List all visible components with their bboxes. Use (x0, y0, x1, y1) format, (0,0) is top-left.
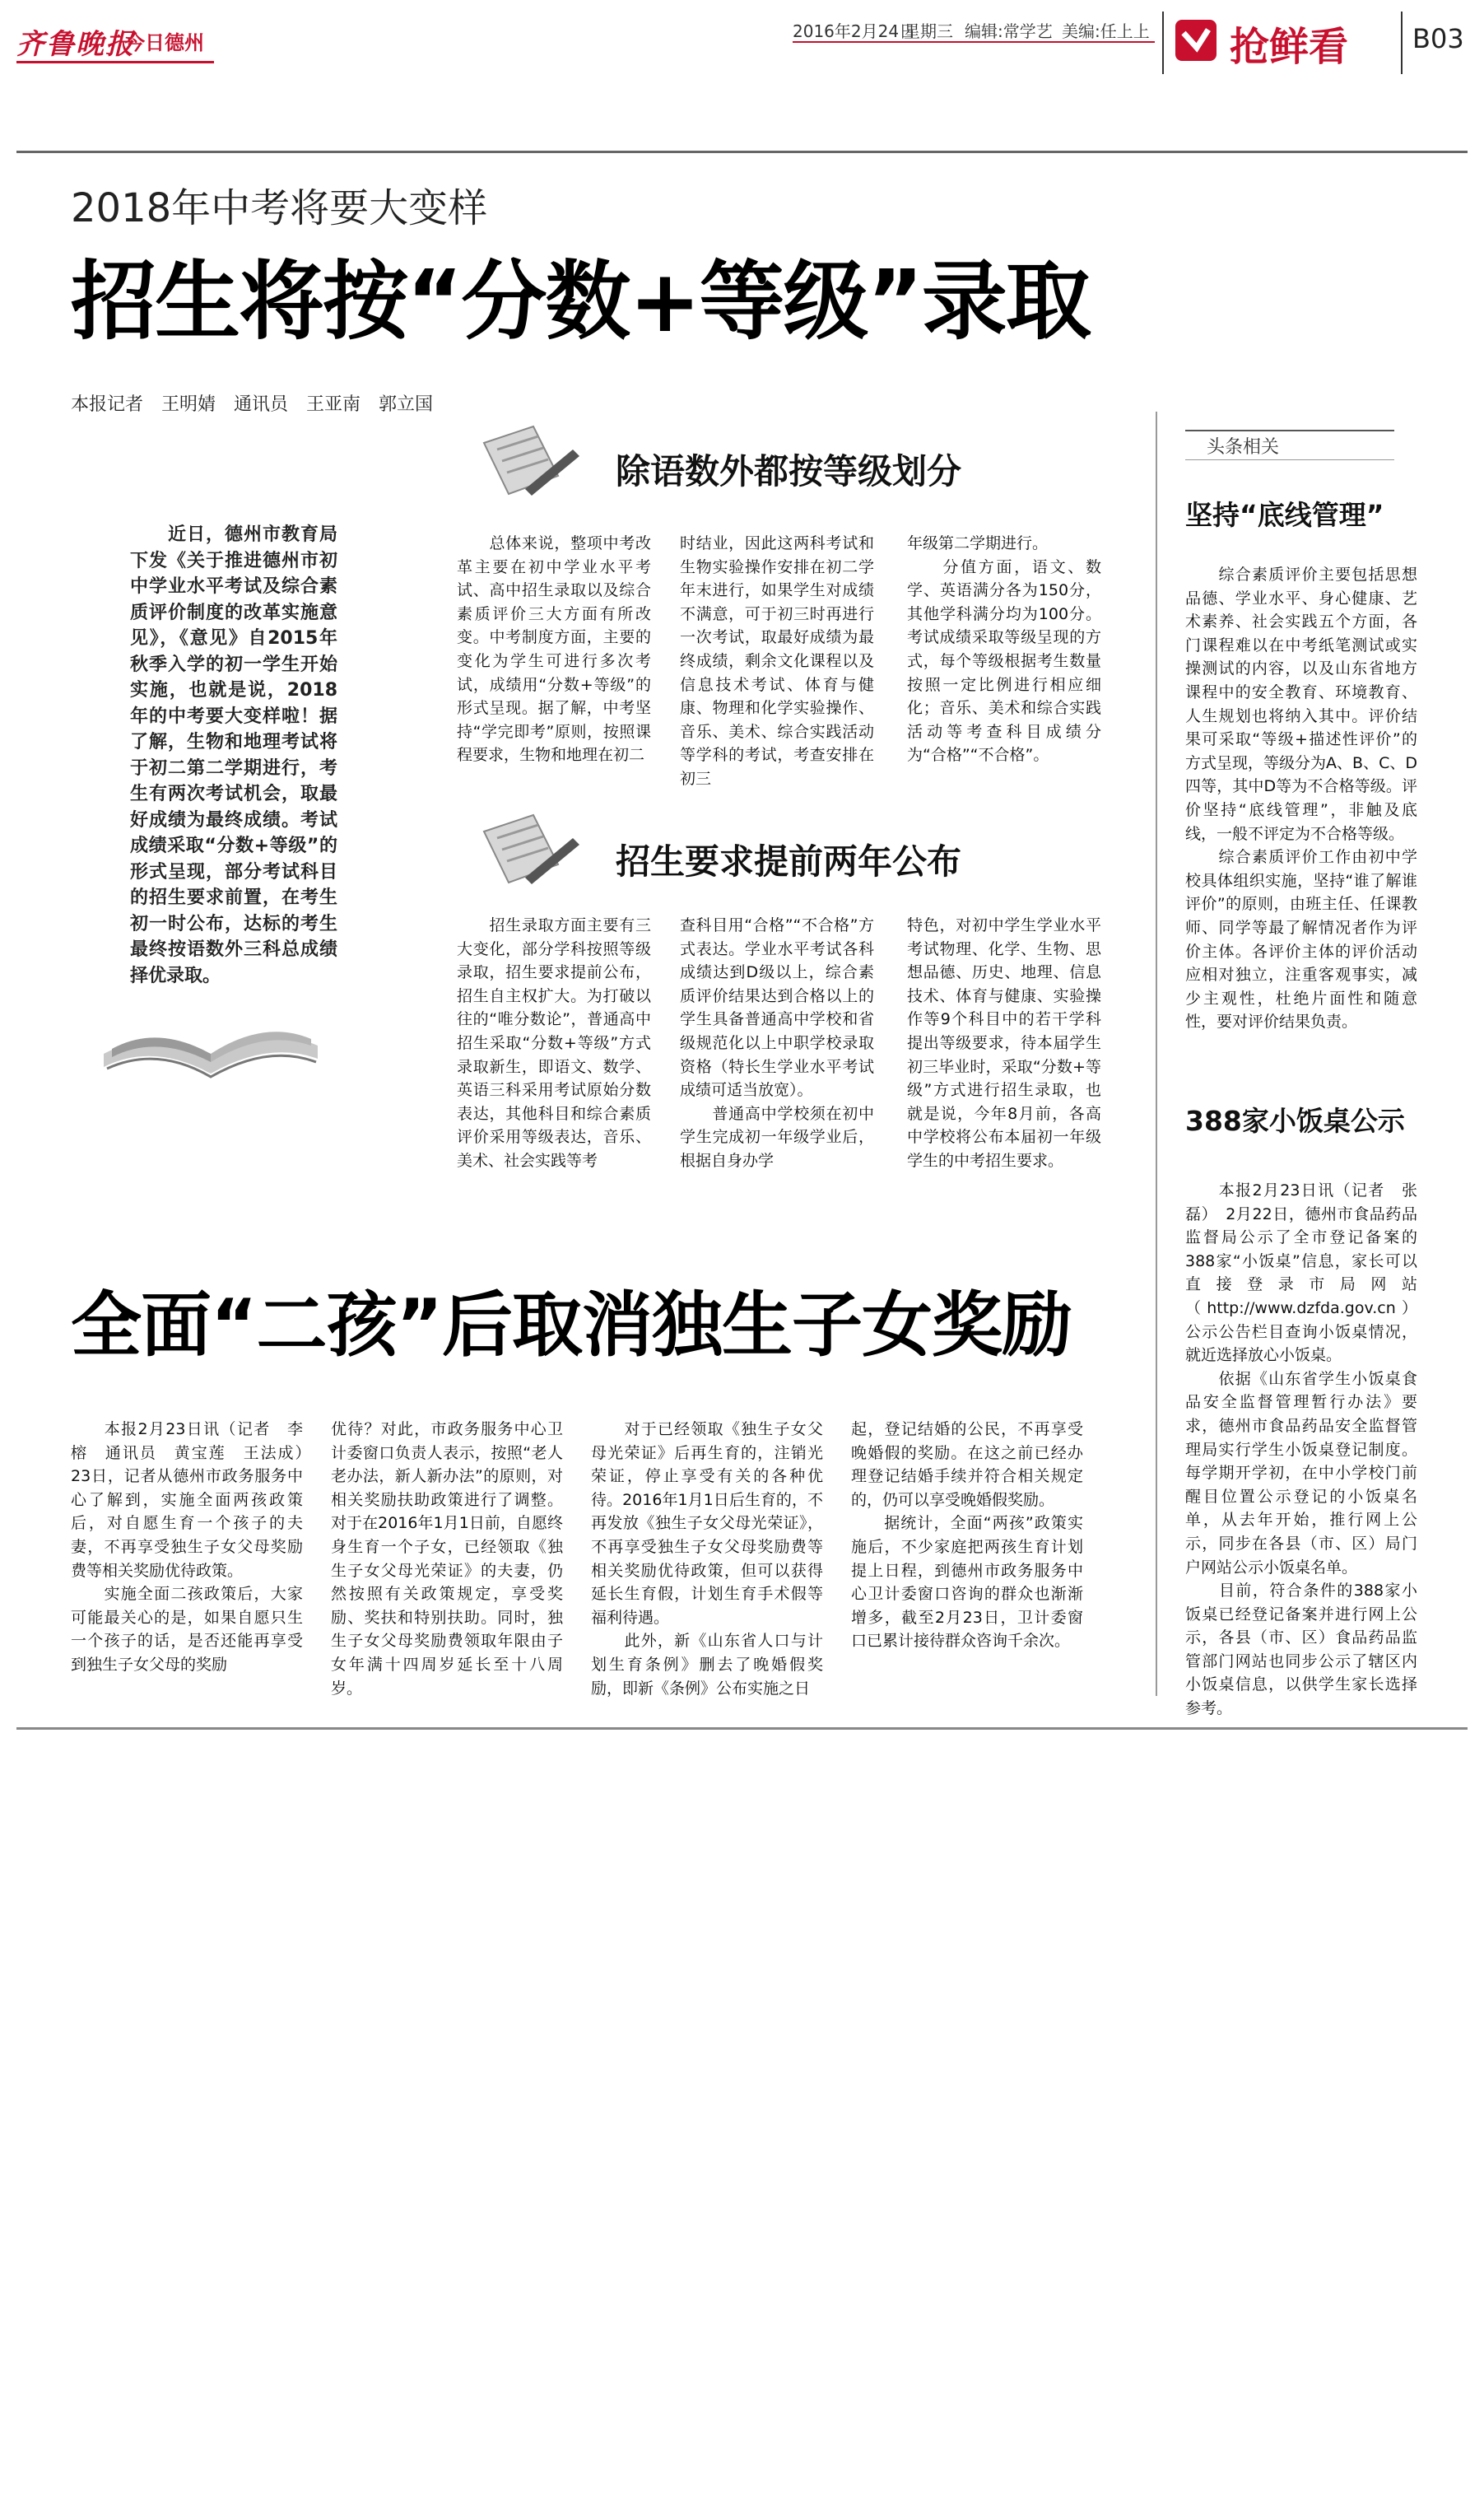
sidebar-tag: 头条相关 (1207, 437, 1280, 458)
masthead-rule-right (793, 41, 1155, 43)
second-col2: 优待？对此，市政务服务中心卫计委窗口负责人表示，按照“老人老办法，新人新办法”的原则，对相关奖励扶助政策进行了调整。对于在2016年1月1日前，自愿终身生育一个子女，已经领取《独生子女父母光荣证》的夫妻，仍然按照有关政策规定，享受奖励、奖扶和特别扶助。同时，独生子女父母奖励费领取年限由子女年满十四周岁延长至十八周岁。 (331, 1420, 563, 1698)
masthead (0, 0, 1484, 91)
issue-weekday: 星期三 (904, 21, 953, 41)
vertical-divider-1 (1162, 12, 1164, 74)
sub2-title: 招生要求提前两年公布 (616, 841, 962, 882)
header-rule (16, 151, 1468, 153)
second-headline: 全面“二孩”后取消独生子女奖励 (71, 1284, 1072, 1367)
lead-headline: 招生将按“分数+等级”录取 (71, 251, 1090, 352)
footer-rule (16, 1727, 1468, 1730)
masthead-rule-left (16, 61, 214, 63)
paper-pen-icon (468, 807, 583, 889)
editor-credit: 编辑:常学艺 (965, 21, 1053, 41)
designer-credit: 美编:任上上 (1062, 21, 1150, 41)
lead-byline: 本报记者 王明婧 通讯员 王亚南 郭立国 (71, 394, 434, 415)
second-col1: 本报2月23日讯（记者 李榕 通讯员 黄宝莲 王法成） 23日，记者从德州市政务服务中心了解到，实施全面两孩政策后，对自愿生育一个孩子的夫妻，不再享受独生子女父母奖励费等相关奖励优待政策。 实施全面二孩政策后，大家可能最关心的是，如果自愿只生一个孩子的话，是否还能再享受到独生子女父母的奖励 (71, 1420, 303, 1674)
paper-name: 齐鲁晚报 (16, 28, 135, 61)
sidebar-tag-rule-bottom (1185, 459, 1394, 460)
open-book-icon (95, 995, 326, 1085)
issue-date: 2016年2月24日 (793, 21, 916, 41)
sidebar-body-1: 综合素质评价主要包括思想品德、学业水平、身心健康、艺术素养、社会实践五个方面，各门课程难以在中考纸笔测试或实操测试的内容，以及山东省地方课程中的安全教育、环境教育、人生规划也将纳入其中。评价结果可采取“等级+描述性评价”的方式呈现，等级分为A、B、C、D四等，其中D等为不合格等级。评价坚持“底线管理”，非触及底线，一般不评定为不合格等级。 综合素质评价工作由初中学校具体组织实施，坚持“谁了解谁评价”的原则，由班主任、任课教师、同学等最了解情况者作为评价主体。各评价主体的评价活动应相对独立，注重客观事实，减少主观性，杜绝片面性和随意性，要对评价结果负责。 (1185, 566, 1417, 1032)
paper-pen-icon (468, 418, 583, 501)
sidebar-title-2: 388家小饭桌公示 (1185, 1105, 1405, 1137)
sub2-col1: 招生录取方面主要有三大变化，部分学科按照等级录取，招生要求提前公布，招生自主权扩大。为打破以往的“唯分数论”，普通高中招生采取“分数+等级”方式录取新生，即语文、数学、英语三科采用考试原始分数表达，其他科目和综合素质评价采用等级表达，音乐、美术、社会实践等考 (457, 916, 651, 1170)
second-col4: 起，登记结婚的公民，不再享受晚婚假的奖励。在这之前已经办理登记结婚手续并符合相关规定的，仍可以享受晚婚假奖励。 据统计，全面“两孩”政策实施后，不少家庭把两孩生育计划提上日程，到德州市政务服务中心卫计委窗口咨询的群众也渐渐增多，截至2月23日，卫计委窗口已累计接待群众咨询千余次。 (851, 1420, 1083, 1651)
sub2-col3: 特色，对初中学生学业水平考试物理、化学、生物、思想品德、历史、地理、信息技术、体育与健康、实验操作等9个科目中的若干学科提出等级要求，待本届学生初三毕业时，采取“分数+等级”方式进行招生录取，也就是说，今年8月前，各高中学校将公布本届初一年级学生的中考招生要求。 (907, 916, 1101, 1170)
sidebar-tag-rule (1185, 430, 1394, 431)
page-number: B03 (1412, 23, 1464, 54)
column-name: 抢鲜看 (1230, 24, 1349, 70)
second-col3: 对于已经领取《独生子女父母光荣证》后再生育的，注销光荣证，停止享受有关的各种优待。2016年1月1日后生育的，不再发放《独生子女父母光荣证》，不再享受独生子女父母奖励费等相关奖励优待政策，但可以获得延长生育假，计划生育手术假等福利待遇。 此外，新《山东省人口与计划生育条例》删去了晚婚假奖励，即新《条例》公布实施之日 (591, 1420, 823, 1698)
sidebar-title-1: 坚持“底线管理” (1185, 499, 1384, 531)
lead-intro: 近日，德州市教育局下发《关于推进德州市初中学业水平考试及综合素质评价制度的改革实施意见》，《意见》自2015年秋季入学的初一学生开始实施，也就是说，2018年的中考要大变样啦！据了解，生物和地理考试将于初二第二学期进行，考生有两次考试机会，取最好成绩为最终成绩。考试成绩采取“分数+等级”的形式呈现，部分考试科目的招生要求前置，在考生初一时公布，达标的考生最终按语数外三科总成绩择优录取。 (130, 524, 337, 986)
sub1-col3: 年级第二学期进行。 分值方面，语文、数学、英语满分各为150分，其他学科满分均为100分。考试成绩采取等级呈现的方式，每个等级根据考生数量按照一定比例进行相应细化；音乐、美术和综合实践活动等考查科目成绩分为“合格”“不合格”。 (907, 534, 1101, 765)
sub1-col2: 时结业，因此这两科考试和生物实验操作安排在初二学年末进行，如果学生对成绩不满意，可于初三时再进行一次考试，取最好成绩为最终成绩，剩余文化课程以及信息技术考试、体育与健康、物理和化学实验操作、音乐、美术、综合实践活动等学科的考试，考查安排在初三 (680, 534, 874, 788)
lead-kicker: 2018年中考将要大变样 (71, 185, 488, 231)
vertical-divider-2 (1401, 12, 1403, 74)
sub1-title: 除语数外都按等级划分 (616, 451, 962, 491)
sidebar-divider (1156, 412, 1157, 1696)
section-tag: 今日德州 (125, 31, 204, 54)
sub2-col2: 查科目用“合格”“不合格”方式表达。学业水平考试各科成绩达到D级以上，综合素质评价结果达到合格以上的学生具备普通高中学校和省级规范化以上中职学校录取资格（特长生学业水平考试成绩可适当放宽）。 普通高中学校须在初中学生完成初一年级学业后，根据自身办学 (680, 916, 874, 1170)
arrow-logo-icon (1172, 16, 1220, 64)
sub1-col1: 总体来说，整项中考改革主要在初中学业水平考试、高中招生录取以及综合素质评价三大方面有所改变。中考制度方面，主要的变化为学生可进行多次考试，成绩用“分数+等级”的形式呈现。据了解，中考坚持“学完即考”原则，按照课程要求，生物和地理在初二 (457, 534, 651, 765)
sidebar-body-2: 本报2月23日讯（记者 张磊） 2月22日，德州市食品药品监督局公示了全市登记备案的388家“小饭桌”信息，家长可以直接登录市局网站（http://www.dzfda.gov.cn）公示公告栏目查询小饭桌情况，就近选择放心小饭桌。 依据《山东省学生小饭桌食品安全监督管理暂行办法》要求，德州市食品药品安全监督管理局实行学生小饭桌登记制度。每学期开学初，在中小学校门前醒目位置公示登记的小饭桌名单，从去年开始，推行网上公示，同步在各县（市、区）局门户网站公示小饭桌名单。 目前，符合条件的388家小饭桌已经登记备案并进行网上公示，各县（市、区）食品药品监管部门网站也同步公示了辖区内小饭桌信息，以供学生家长选择参考。 (1185, 1181, 1417, 1718)
